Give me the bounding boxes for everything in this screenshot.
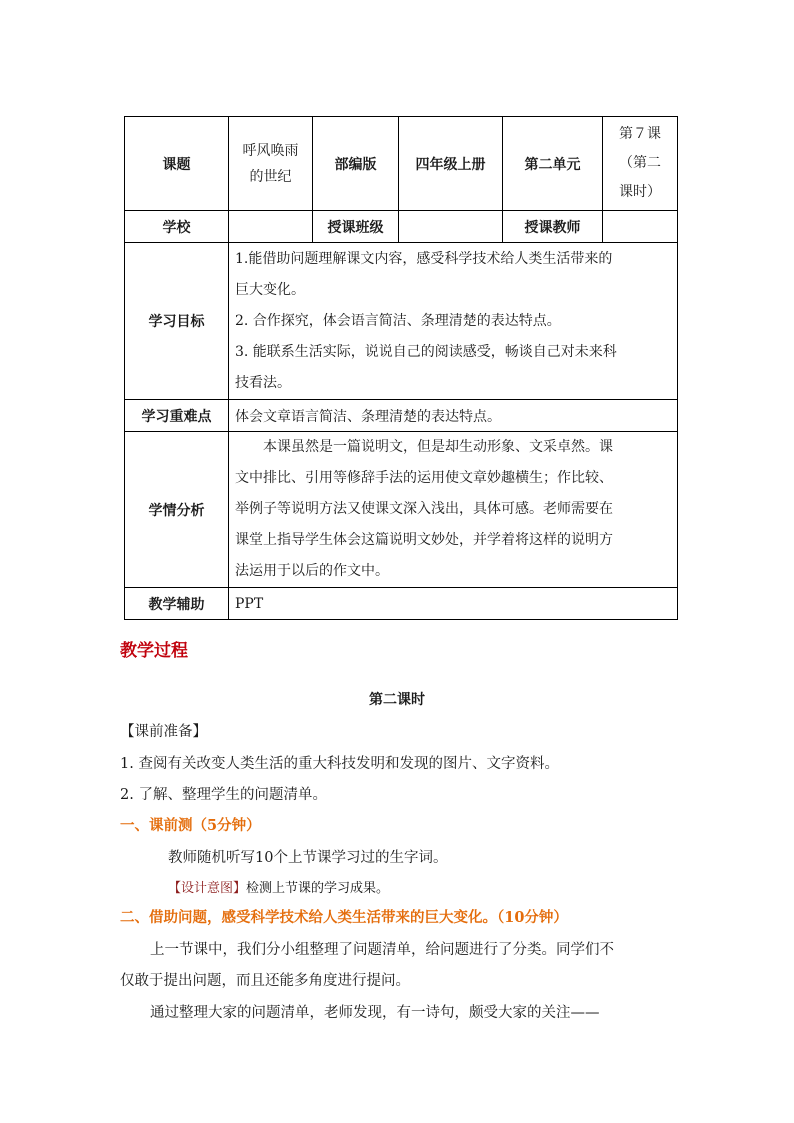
aid-text: PPT xyxy=(229,588,678,620)
lesson-line: 课时） xyxy=(619,184,661,200)
analysis-content xyxy=(229,432,678,588)
analysis-line: 本课虽然是一篇说明文，但是却生动形象、文采卓然。课 xyxy=(263,439,613,455)
table-row xyxy=(125,243,678,400)
topic-title xyxy=(229,117,313,211)
lesson-line: 第７课 xyxy=(619,126,661,142)
section-heading: 一、课前测（5分钟） xyxy=(120,817,261,834)
section-text: 教师随机听写10个上节课学习过的生字词。 xyxy=(168,850,448,866)
goal-line: 1.能借助问题理解课文内容，感受科学技术给人类生活带来的 xyxy=(235,250,613,267)
analysis-line: 课堂上指导学生体会这篇说明文妙处，并学着将这样的说明方 xyxy=(235,532,613,548)
analysis-line: 文中排比、引用等修辞手法的运用使文章妙趣横生；作比较、 xyxy=(235,470,613,486)
teacher-value xyxy=(603,211,678,243)
goals-content xyxy=(229,243,678,400)
design-intent-label: 【设计意图】 xyxy=(168,881,247,896)
design-intent xyxy=(168,877,389,896)
goal-line: 3. 能联系生活实际，说说自己的阅读感受，畅谈自己对未来科 xyxy=(235,343,617,360)
analysis-label: 学情分析 xyxy=(125,432,229,588)
grade-cell: 四年级上册 xyxy=(399,117,503,211)
lesson-line: （第二 xyxy=(619,155,661,171)
prep-heading: 【课前准备】 xyxy=(120,724,207,740)
goal-line: 巨大变化。 xyxy=(235,281,305,298)
topic-label: 课题 xyxy=(125,117,229,211)
class-label: 授课班级 xyxy=(313,211,399,243)
table-row xyxy=(125,211,678,243)
key-points-text: 体会文章语言简洁、条理清楚的表达特点。 xyxy=(229,400,678,432)
design-intent-text: 检测上节课的学习成果。 xyxy=(246,881,390,896)
paragraph-line: 仅敢于提出问题，而且还能多角度进行提问。 xyxy=(120,973,410,989)
goal-line: 2. 合作探究，体会语言简洁、条理清楚的表达特点。 xyxy=(235,312,561,329)
topic-title-line: 的世纪 xyxy=(249,168,292,185)
analysis-line: 法运用于以后的作文中。 xyxy=(235,563,389,579)
prep-item: 1. 查阅有关改变人类生活的重大科技发明和发现的图片、文字资料。 xyxy=(120,756,559,772)
aid-label: 教学辅助 xyxy=(125,588,229,620)
prep-item: 2. 了解、整理学生的问题清单。 xyxy=(120,787,327,803)
analysis-line: 举例子等说明方法又使课文深入浅出，具体可感。老师需要在 xyxy=(235,501,613,517)
edition-cell: 部编版 xyxy=(313,117,399,211)
paragraph-line: 上一节课中，我们分小组整理了问题清单，给问题进行了分类。同学们不 xyxy=(150,942,614,958)
process-heading: 教学过程 xyxy=(120,641,188,661)
table-row xyxy=(125,588,678,620)
class-value xyxy=(399,211,503,243)
key-points-label: 学习重难点 xyxy=(125,400,229,432)
goal-line: 技看法。 xyxy=(235,374,291,391)
school-label: 学校 xyxy=(125,211,229,243)
lesson-cell xyxy=(603,117,678,211)
section-heading: 二、借助问题，感受科学技术给人类生活带来的巨大变化。（10分钟） xyxy=(120,909,568,926)
table-row xyxy=(125,400,678,432)
lesson-title: 第二课时 xyxy=(369,692,425,708)
lesson-info-table xyxy=(124,116,678,620)
paragraph-line: 通过整理大家的问题清单，老师发现，有一诗句，颇受大家的关注—— xyxy=(150,1005,600,1021)
table-row xyxy=(125,432,678,588)
table-row xyxy=(125,117,678,211)
teacher-label: 授课教师 xyxy=(503,211,603,243)
goals-label: 学习目标 xyxy=(125,243,229,400)
school-value xyxy=(229,211,313,243)
topic-title-line: 呼风唤雨 xyxy=(242,142,299,159)
unit-cell: 第二单元 xyxy=(503,117,603,211)
